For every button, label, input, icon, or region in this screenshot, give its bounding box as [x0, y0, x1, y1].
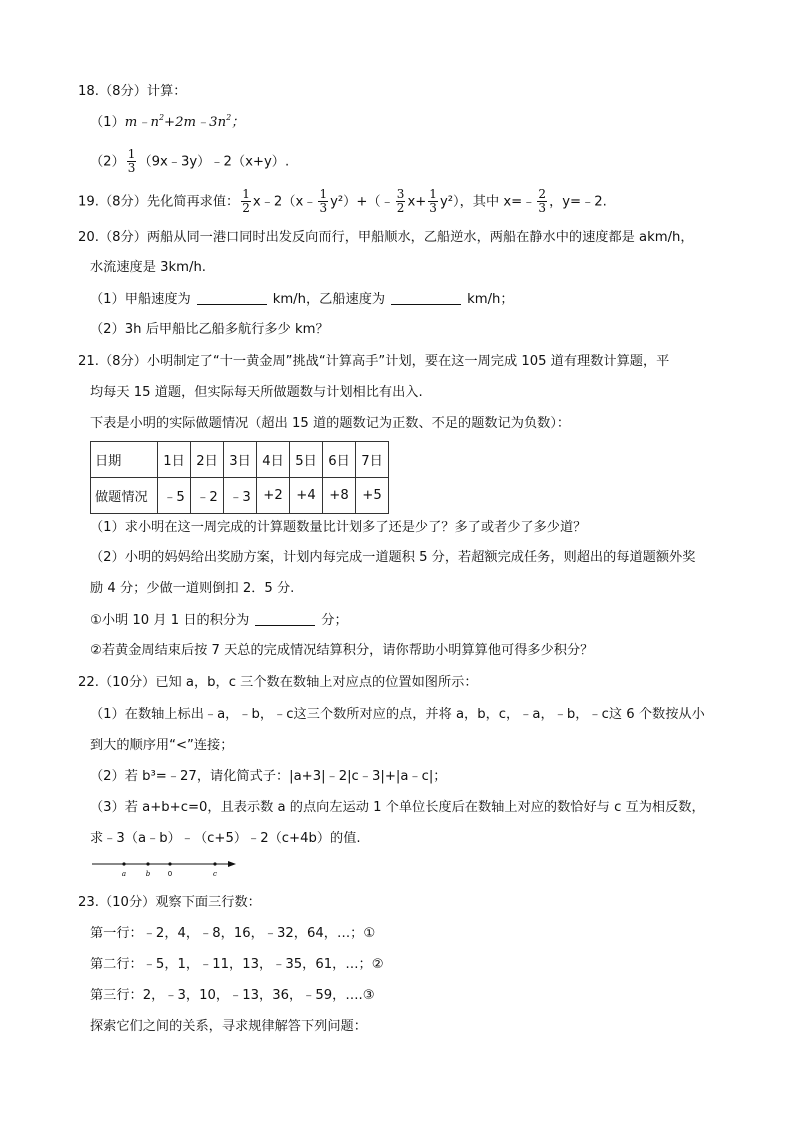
q19-seg-5: ，y=﹣2.	[549, 194, 607, 210]
table-cell-day: 6日	[323, 442, 356, 478]
q19-seg-3: x+	[407, 194, 427, 210]
table-cell-day: 5日	[290, 442, 323, 478]
q19-frac-1: $\frac{1}{2}$	[242, 187, 250, 215]
q19-frac-3: $\frac{3}{2}$	[396, 187, 405, 215]
q18-fraction: $\frac{1}{3}$	[127, 147, 136, 175]
table-cell-value: ﹣5	[158, 478, 191, 514]
q23-row-2: 第二行：﹣5，1，﹣11，13，﹣35，61，…；②	[90, 957, 384, 972]
q22-part3-line-2: 求﹣3（a﹣b）﹣（c+5）﹣2（c+4b）的值.	[90, 831, 361, 846]
q21-part1: （1）求小明在这一周完成的计算题数量比计划多了还是少了？多了或者少了多少道？	[90, 520, 587, 535]
q20-blank-1[interactable]	[197, 289, 267, 305]
q19-line	[78, 188, 607, 215]
table-cell-value: ﹣3	[224, 478, 257, 514]
q18-part2-prefix: （2）	[90, 154, 125, 170]
number-line-point-0	[168, 862, 171, 865]
q19-prefix: 19.（8分）先化简再求值：	[78, 194, 240, 210]
table-cell-day: 4日	[257, 442, 290, 478]
q20-part1-a: （1）甲船速度为	[90, 292, 191, 307]
q21-line-1: 21.（8分）小明制定了“十一黄金周”挑战“计算高手”计划，要在这一周完成 105 道有理数计算题，平	[78, 354, 670, 369]
q20-blank-2[interactable]	[391, 289, 461, 305]
q20-line-1: 20.（8分）两船从同一港口同时出发反向而行，甲船顺水，乙船逆水，两船在静水中的速度都是 akm/h，	[78, 230, 694, 245]
number-line-point-c	[213, 862, 216, 865]
table-cell-value: +5	[356, 478, 389, 514]
table-header-date: 日期	[91, 442, 158, 478]
q22-part1-line-2: 到大的顺序用“<”连接；	[90, 738, 234, 753]
q20-part1-b: km/h，乙船速度为	[272, 292, 386, 307]
number-line-label-b: b	[145, 870, 151, 878]
q20-line-2: 水流速度是 3km/h.	[90, 260, 206, 275]
q22-part3-line-1: （3）若 a+b+c=0，且表示数 a 的点向左运动 1 个单位长度后在数轴上对应的数恰好与 c 互为相反数，	[90, 800, 705, 815]
q21-part2-line-2: 励 4 分；少做一道则倒扣 2．5 分.	[90, 581, 295, 596]
q22-part1-line-1: （1）在数轴上标出﹣a，﹣b，﹣c这三个数所对应的点，并将 a，b，c，﹣a，﹣b，﹣c这 6 个数按从小	[90, 707, 705, 722]
q18-title: 18.（8分）计算：	[78, 84, 187, 99]
number-line	[90, 855, 240, 879]
q18-part1-expr: $m﹣n^2+2m﹣3n^2$；	[124, 113, 245, 130]
q20-part1-c: km/h；	[467, 292, 514, 307]
q21-sub1-a: ①小明 10 月 1 日的积分为	[90, 613, 250, 628]
number-line-label-a: a	[121, 870, 127, 878]
q23-line-5: 探索它们之间的关系，寻求规律解答下列问题：	[90, 1019, 367, 1034]
q19-seg-2: y²）+（﹣	[330, 194, 394, 210]
q22-part2: （2）若 b³=﹣27，请化简式子：|a+3|﹣2|c﹣3|+|a﹣c|；	[90, 769, 447, 784]
q23-row-3: 第三行：2，﹣3，10，﹣13，36，﹣59，….③	[90, 988, 375, 1003]
number-line-label-c: c	[213, 870, 217, 878]
q19-seg-1: x﹣2（x﹣	[252, 194, 317, 210]
q18-part2-expr: （9x﹣3y）﹣2（x+y）.	[138, 154, 290, 170]
q21-line-2: 均每天 15 道题，但实际每天所做题数与计划相比有出入.	[90, 385, 423, 400]
q20-part1	[90, 289, 514, 310]
table-cell-value: +2	[257, 478, 290, 514]
q22-line-1: 22.（10分）已知 a，b，c 三个数在数轴上对应点的位置如图所示：	[78, 675, 478, 690]
q21-sub1	[90, 610, 348, 631]
q21-part2-line-1: （2）小明的妈妈给出奖励方案，计划内每完成一道题积 5 分，若超额完成任务，则超出的每道题额外奖	[90, 550, 696, 565]
q18-part1-prefix: （1）	[90, 115, 125, 130]
q18-part1	[90, 113, 244, 133]
q23-line-1: 23.（10分）观察下面三行数：	[78, 895, 261, 910]
table-cell-value: +8	[323, 478, 356, 514]
table-cell-day: 1日	[158, 442, 191, 478]
q19-frac-4: $\frac{1}{3}$	[429, 187, 437, 215]
table-cell-day: 2日	[191, 442, 224, 478]
table-cell-day: 3日	[224, 442, 257, 478]
table-row	[91, 442, 389, 478]
q19-frac-2: $\frac{1}{3}$	[319, 187, 328, 215]
q21-blank[interactable]	[255, 610, 315, 626]
q19-seg-4: y²），其中 x=﹣	[439, 194, 536, 210]
number-line-label-0: 0	[167, 870, 173, 878]
table-cell-day: 7日	[356, 442, 389, 478]
number-line-arrow	[228, 861, 236, 867]
table-cell-value: +4	[290, 478, 323, 514]
table-header-count: 做题情况	[91, 478, 158, 514]
number-line-point-a	[122, 862, 125, 865]
q21-sub2: ②若黄金周结束后按 7 天总的完成情况结算积分，请你帮助小明算算他可得多少积分？	[90, 643, 594, 658]
q21-sub1-b: 分；	[321, 613, 348, 628]
table-cell-value: ﹣2	[191, 478, 224, 514]
q21-table	[90, 441, 389, 514]
q18-part2	[90, 148, 289, 175]
number-line-point-b	[146, 862, 149, 865]
q19-frac-5: $\frac{2}{3}$	[538, 187, 547, 215]
q21-line-3: 下表是小明的实际做题情况（超出 15 道的题数记为正数、不足的题数记为负数）：	[90, 416, 571, 431]
table-row	[91, 478, 389, 514]
q20-part2: （2）3h 后甲船比乙船多航行多少 km？	[90, 322, 329, 337]
q23-row-1: 第一行：﹣2，4，﹣8，16，﹣32，64，…；①	[90, 926, 376, 941]
